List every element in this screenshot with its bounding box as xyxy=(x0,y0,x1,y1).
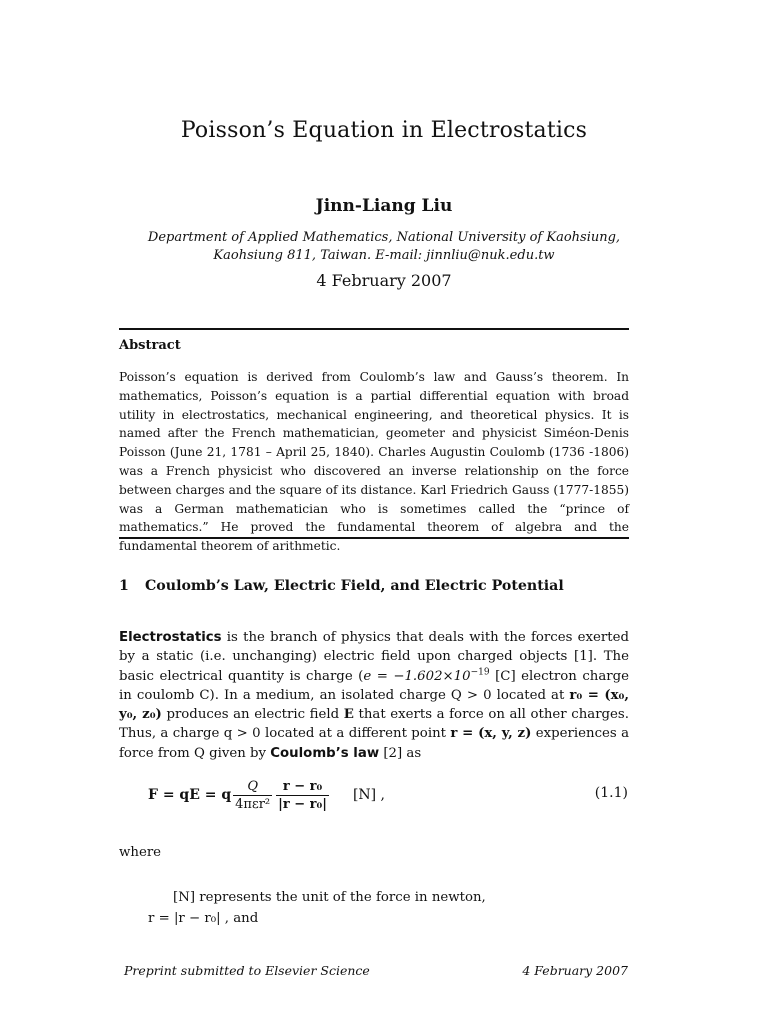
affiliation-line-2: Kaohsiung 811, Taiwan. E-mail: jinnliu@nuk.edu.tw xyxy=(213,248,555,263)
abstract-text xyxy=(119,368,629,556)
field-symbol: E xyxy=(343,707,354,723)
paragraph-text: [C] electron charge in coulomb C). In a medium, an isolated charge Q > 0 located at xyxy=(119,668,629,703)
paragraph-text: produces an electric field xyxy=(161,707,344,723)
position-r: r = (x, y, z) xyxy=(450,726,532,742)
fraction-denominator: |r − r₀| xyxy=(278,796,327,812)
footer-preprint-note: Preprint submitted to Elsevier Science xyxy=(124,963,370,978)
section-body-paragraph xyxy=(119,628,629,763)
abstract-bottom-rule xyxy=(119,537,629,539)
fraction-denominator: 4πεr² xyxy=(235,796,271,812)
fraction-unit-vector xyxy=(276,778,329,813)
fraction-numerator: r − r₀ xyxy=(282,778,323,794)
author-name: Jinn-Liang Liu xyxy=(315,196,453,216)
equation-lhs: F = qE = q xyxy=(148,787,232,803)
equation-1-1 xyxy=(148,772,630,818)
definition-newton: [N] represents the unit of the force in newton, xyxy=(173,890,486,905)
paragraph-text: that exerts a force on all other charges. Thus, a charge q > 0 located at a different point xyxy=(119,707,629,742)
section-title: Coulomb’s Law, Electric Field, and Electric Potential xyxy=(145,578,564,594)
equation-body xyxy=(148,772,385,818)
footer-date: 4 February 2007 xyxy=(522,963,628,978)
position-r0: r₀ = (x₀, y₀, z₀) xyxy=(119,687,629,723)
affiliation-line-1: Department of Applied Mathematics, National University of Kaohsiung, xyxy=(147,230,621,245)
fraction-numerator: Q xyxy=(247,778,258,794)
paragraph-text: is the branch of physics that deals with the forces exerted by a static (i.e. unchanging) electric field upon charged objects [1]. The basic electrical quantity is charge ( xyxy=(119,630,629,684)
charge-exponent: −19 xyxy=(470,667,490,678)
paper-title: Poisson’s Equation in Electrostatics xyxy=(180,118,588,143)
author-affiliation xyxy=(0,229,768,265)
section-heading xyxy=(119,578,639,594)
equation-number: (1.1) xyxy=(594,785,628,801)
paragraph-text: [2] as xyxy=(379,745,422,761)
equation-unit: [N] , xyxy=(352,787,386,803)
fraction-charge xyxy=(233,778,272,813)
charge-value: e = −1.602×10 xyxy=(363,668,471,684)
paragraph-text: experiences a force from Q given by xyxy=(119,726,630,761)
term-electrostatics: Electrostatics xyxy=(119,630,222,645)
where-label: where xyxy=(119,845,162,860)
term-coulombs-law: Coulomb’s law xyxy=(270,745,380,761)
abstract-heading: Abstract xyxy=(119,338,181,353)
abstract-top-rule xyxy=(119,328,629,330)
section-number: 1 xyxy=(119,578,129,594)
abstract-paragraph: Poisson’s equation is derived from Coulomb’s law and Gauss’s theorem. In mathematics, Poisson’s equation is a partial differential equation with broad utility in electrostatics, mechanical engineering, and theoretical physics. It is named after the French mathematician, geometer and physicist Siméon-Denis Poisson (June 21, 1781 – April 25, 1840). Charles Augustin Coulomb (1736 -1806) was a French physicist who discovered an inverse relationship on the force between charges and the square of its distance. Karl Friedrich Gauss (1777-1855) was a German mathematician who is sometimes called the “prince of mathematics.” He proved the fundamental theorem of algebra and the fundamental theorem of arithmetic. xyxy=(119,370,629,554)
paper-date: 4 February 2007 xyxy=(316,271,452,290)
definition-distance: r = |r − r₀| , and xyxy=(148,911,259,926)
